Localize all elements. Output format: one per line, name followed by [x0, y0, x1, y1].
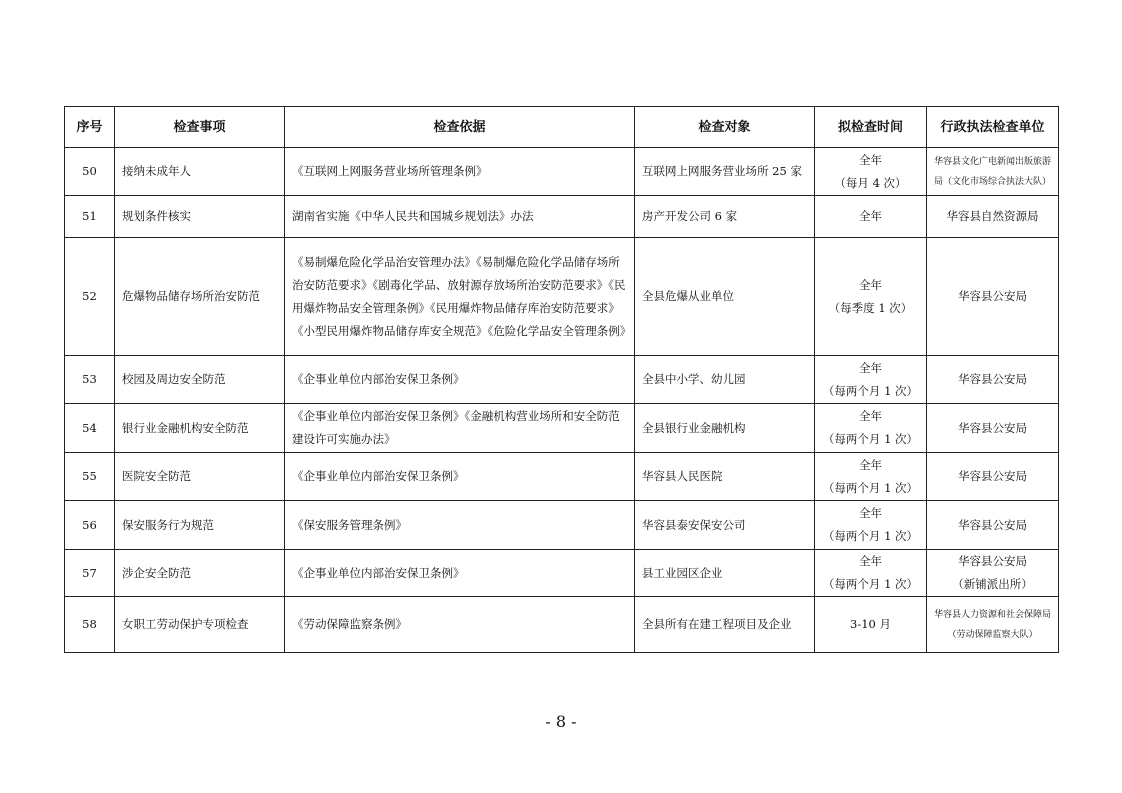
table-row — [65, 550, 1059, 597]
row-serial: 56 — [65, 501, 115, 550]
unit-line: 华容县人力资源和社会保障局 — [934, 609, 1052, 620]
row-item: 规划条件核实 — [115, 196, 285, 238]
time-line: 全年 — [859, 360, 882, 375]
unit-line: 局（文化市场综合执法大队） — [934, 176, 1052, 187]
row-basis: 《企事业单位内部治安保卫条例》 — [285, 550, 635, 597]
row-item: 接纳未成年人 — [115, 148, 285, 196]
row-target: 互联网上网服务营业场所 25 家 — [635, 148, 815, 196]
time-line: （每两个月 1 次） — [822, 383, 919, 398]
row-basis: 《保安服务管理条例》 — [285, 501, 635, 550]
row-basis: 《劳动保障监察条例》 — [285, 597, 635, 653]
row-time — [815, 148, 927, 196]
row-item: 银行业金融机构安全防范 — [115, 404, 285, 453]
row-target: 全县中小学、幼儿园 — [635, 356, 815, 404]
row-unit — [927, 501, 1059, 550]
unit-line: 华容县公安局 — [958, 554, 1027, 568]
row-time — [815, 404, 927, 453]
time-line: 全年 — [859, 277, 882, 292]
table-row — [65, 148, 1059, 196]
unit-line: 华容县公安局 — [958, 372, 1027, 386]
row-unit — [927, 404, 1059, 453]
row-serial: 54 — [65, 404, 115, 453]
row-target: 房产开发公司 6 家 — [635, 196, 815, 238]
row-basis: 《互联网上网服务营业场所管理条例》 — [285, 148, 635, 196]
table-row — [65, 238, 1059, 356]
row-serial: 57 — [65, 550, 115, 597]
row-unit — [927, 597, 1059, 653]
row-time — [815, 238, 927, 356]
row-unit — [927, 148, 1059, 196]
row-serial: 52 — [65, 238, 115, 356]
header-serial: 序号 — [65, 107, 115, 148]
unit-line: 华容县公安局 — [958, 420, 1027, 435]
time-line: 全年 — [859, 152, 882, 167]
row-basis: 《企事业单位内部治安保卫条例》《金融机构营业场所和安全防范建设许可实施办法》 — [285, 404, 635, 453]
row-unit — [927, 196, 1059, 238]
table-row — [65, 501, 1059, 550]
unit-line: 华容县公安局 — [958, 469, 1027, 483]
time-line: 全年 — [859, 457, 882, 472]
row-target: 华容县泰安保安公司 — [635, 501, 815, 550]
row-item: 女职工劳动保护专项检查 — [115, 597, 285, 653]
time-line: （每月 4 次） — [834, 175, 907, 190]
table-row — [65, 196, 1059, 238]
time-line: 全年 — [859, 409, 882, 423]
header-target: 检查对象 — [635, 107, 815, 148]
row-target: 全县所有在建工程项目及企业 — [635, 597, 815, 653]
row-serial: 58 — [65, 597, 115, 653]
table-row — [65, 453, 1059, 501]
row-time — [815, 453, 927, 501]
row-time — [815, 356, 927, 404]
unit-line: （新铺派出所） — [952, 577, 1033, 591]
time-line: （每两个月 1 次） — [822, 577, 919, 591]
header-time: 拟检查时间 — [815, 107, 927, 148]
row-time — [815, 550, 927, 597]
row-basis: 《企事业单位内部治安保卫条例》 — [285, 356, 635, 404]
row-basis: 《企事业单位内部治安保卫条例》 — [285, 453, 635, 501]
time-line: （每两个月 1 次） — [822, 480, 919, 495]
unit-line: 华容县公安局 — [958, 517, 1027, 532]
row-unit — [927, 238, 1059, 356]
row-serial: 51 — [65, 196, 115, 238]
row-basis: 湖南省实施《中华人民共和国城乡规划法》办法 — [285, 196, 635, 238]
header-basis: 检查依据 — [285, 107, 635, 148]
unit-line: （劳动保障监察大队） — [947, 629, 1038, 640]
row-time — [815, 196, 927, 238]
table-row — [65, 404, 1059, 453]
row-time — [815, 501, 927, 550]
row-serial: 50 — [65, 148, 115, 196]
row-serial: 55 — [65, 453, 115, 501]
unit-line: 华容县公安局 — [958, 289, 1027, 303]
row-time — [815, 597, 927, 653]
time-line: 全年 — [859, 554, 882, 568]
table-row — [65, 356, 1059, 404]
row-unit — [927, 550, 1059, 597]
row-unit — [927, 356, 1059, 404]
row-unit — [927, 453, 1059, 501]
row-item: 校园及周边安全防范 — [115, 356, 285, 404]
header-item: 检查事项 — [115, 107, 285, 148]
table-header-row — [65, 107, 1059, 148]
header-unit: 行政执法检查单位 — [927, 107, 1059, 148]
time-line: 全年 — [859, 209, 882, 223]
time-line: 3-10 月 — [850, 617, 891, 631]
row-item: 危爆物品储存场所治安防范 — [115, 238, 285, 356]
time-line: （每季度 1 次） — [828, 300, 913, 315]
row-serial: 53 — [65, 356, 115, 404]
row-target: 全县危爆从业单位 — [635, 238, 815, 356]
row-basis: 《易制爆危险化学品治安管理办法》《易制爆危险化学品储存场所治安防范要求》《剧毒化学品、放射源存放场所治安防范要求》《民用爆炸物品安全管理条例》《民用爆炸物品储存库治安防范要求》《小型民用爆炸物品储存库安全规范》《危险化学品安全管理条例》 — [285, 238, 635, 356]
row-item: 保安服务行为规范 — [115, 501, 285, 550]
time-line: （每两个月 1 次） — [822, 529, 919, 543]
time-line: 全年 — [859, 506, 882, 520]
page-number: - 8 - — [545, 712, 577, 731]
inspection-schedule-table — [64, 106, 1059, 653]
row-target: 华容县人民医院 — [635, 453, 815, 501]
unit-line: 华容县文化广电新闻出版旅游 — [934, 156, 1052, 167]
row-target: 全县银行业金融机构 — [635, 404, 815, 453]
time-line: （每两个月 1 次） — [822, 432, 919, 446]
unit-line: 华容县自然资源局 — [946, 209, 1039, 223]
row-item: 涉企安全防范 — [115, 550, 285, 597]
table-row — [65, 597, 1059, 653]
row-item: 医院安全防范 — [115, 453, 285, 501]
row-target: 县工业园区企业 — [635, 550, 815, 597]
